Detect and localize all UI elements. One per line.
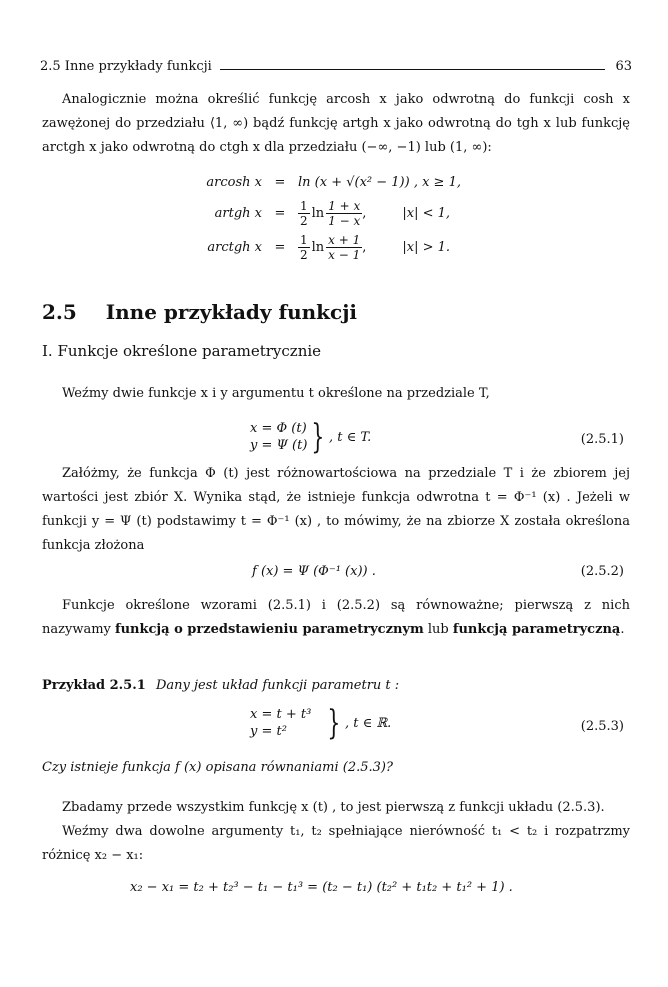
equals-sign: = <box>274 205 286 221</box>
equation-arcosh <box>150 168 530 196</box>
running-header <box>40 56 632 74</box>
paragraph-inverse-function: Załóżmy, że funkcja Φ (t) jest różnowartościowa na przedziale T i że zbiorem jej wartości jest zbiór X. Wynika stąd, że istnieje funkcja odwrotna t = Φ⁻¹ (x) . Jeżeli w funkcji y = Ψ (t) podstawimy t = Φ⁻¹ (x) , to mówimy, że na zbiorze X została określona funkcja złożona <box>42 466 630 553</box>
definition-text-end: . <box>620 622 625 637</box>
equation-2-5-1 <box>250 417 372 457</box>
equation-2-5-3 <box>250 703 392 743</box>
term-parametric-function: funkcją parametryczną <box>452 622 621 637</box>
header-section: 2.5 Inne przykłady funkcji <box>40 59 212 74</box>
right-brace: } <box>327 703 341 743</box>
coef-fraction: $\frac{1}{2}$ <box>300 232 308 262</box>
equation-2-5-2: f (x) = Ψ (Φ⁻¹ (x)) . <box>252 564 376 579</box>
term-parametric-representation: funkcją o przedstawieniu parametrycznym <box>115 622 424 637</box>
equation-artgh: artgh x = $\frac{1}{2}$ ln $\frac{1 + x}{1 - x}$ , |x| < 1, <box>150 196 530 230</box>
example-heading <box>42 678 399 693</box>
equation-arctgh: arctgh x = $\frac{1}{2}$ ln $\frac{x + 1}{x - 1}$ , |x| > 1. <box>150 230 530 264</box>
argument-fraction: $\frac{1 + x}{1 - x}$ <box>328 198 361 228</box>
equation-number-2-5-3: (2.5.3) <box>580 719 624 734</box>
ln-label: ln <box>311 205 325 221</box>
coef-fraction: $\frac{1}{2}$ <box>300 198 308 228</box>
eq251-domain: , t ∈ T. <box>329 429 372 445</box>
paragraph-arguments: Weźmy dwa dowolne argumenty t₁, t₂ spełniające nierówność t₁ < t₂ i rozpatrzmy różnicę x₂ − x₁: <box>42 824 630 863</box>
definition-text-start: Funkcje określone wzorami (2.5.1) i (2.5.2) są równoważne; pierwszą z nich nazywamy <box>42 598 630 637</box>
artgh-lhs: artgh x <box>214 205 262 221</box>
paragraph-parametric-intro: Weźmy dwie funkcje x i y argumentu t określone na przedziale T, <box>62 386 490 401</box>
eq253-line1: x = t + t³ <box>250 707 312 722</box>
argument-fraction: $\frac{x + 1}{x - 1}$ <box>328 232 361 262</box>
section-heading <box>42 300 357 324</box>
section-title: Inne przykłady funkcji <box>105 300 358 324</box>
arcosh-lhs: arcosh x <box>206 174 262 190</box>
equals-sign: = <box>274 174 286 190</box>
eq251-line2: y = Ψ (t) <box>250 438 308 453</box>
example-label: Przykład 2.5.1 <box>42 678 146 693</box>
eq253-line2: y = t² <box>250 724 287 739</box>
equation-number-2-5-1: (2.5.1) <box>580 432 624 447</box>
equations-inverse-hyperbolic <box>150 168 530 264</box>
definition-text-mid: lub <box>423 622 453 637</box>
equals-sign: = <box>274 239 286 255</box>
paragraph-arcosh-intro: Analogicznie można określić funkcję arcosh x jako odwrotną do funkcji cosh x zawężonej do przedziału ⟨1, ∞) bądź funkcję artgh x jako odwrotną do tgh x lub funkcję arctgh x jako odwrotną do ctgh x dla przedziału (−∞, −1) lub (1, ∞): <box>42 92 630 155</box>
artgh-condition: |x| < 1, <box>402 205 451 221</box>
arctgh-condition: |x| > 1. <box>402 239 451 255</box>
paragraph-investigate: Zbadamy przede wszystkim funkcję x (t) , to jest pierwszą z funkcji układu (2.5.3). <box>62 800 605 815</box>
right-brace: } <box>311 417 325 457</box>
example-statement: Dany jest układ funkcji parametru t : <box>155 678 400 693</box>
paragraph-definition <box>42 594 630 642</box>
arctgh-lhs: arctgh x <box>207 239 262 255</box>
eq251-line1: x = Φ (t) <box>250 421 307 436</box>
page-number: 63 <box>615 59 632 74</box>
subsection-heading: I. Funkcje określone parametrycznie <box>42 342 322 360</box>
example-question: Czy istnieje funkcja f (x) opisana równaniami (2.5.3)? <box>42 760 393 775</box>
equation-number-2-5-2: (2.5.2) <box>580 564 624 579</box>
header-rule <box>220 69 606 70</box>
section-number: 2.5 <box>42 300 77 324</box>
ln-label: ln <box>311 239 325 255</box>
eq253-domain: , t ∈ ℝ. <box>344 715 392 731</box>
arcosh-rhs: ln (x + √(x² − 1)) , x ≥ 1, <box>298 174 461 190</box>
difference-equation: x₂ − x₁ = t₂ + t₂³ − t₁ − t₁³ = (t₂ − t₁) (t₂² + t₁t₂ + t₁² + 1) . <box>130 880 513 895</box>
